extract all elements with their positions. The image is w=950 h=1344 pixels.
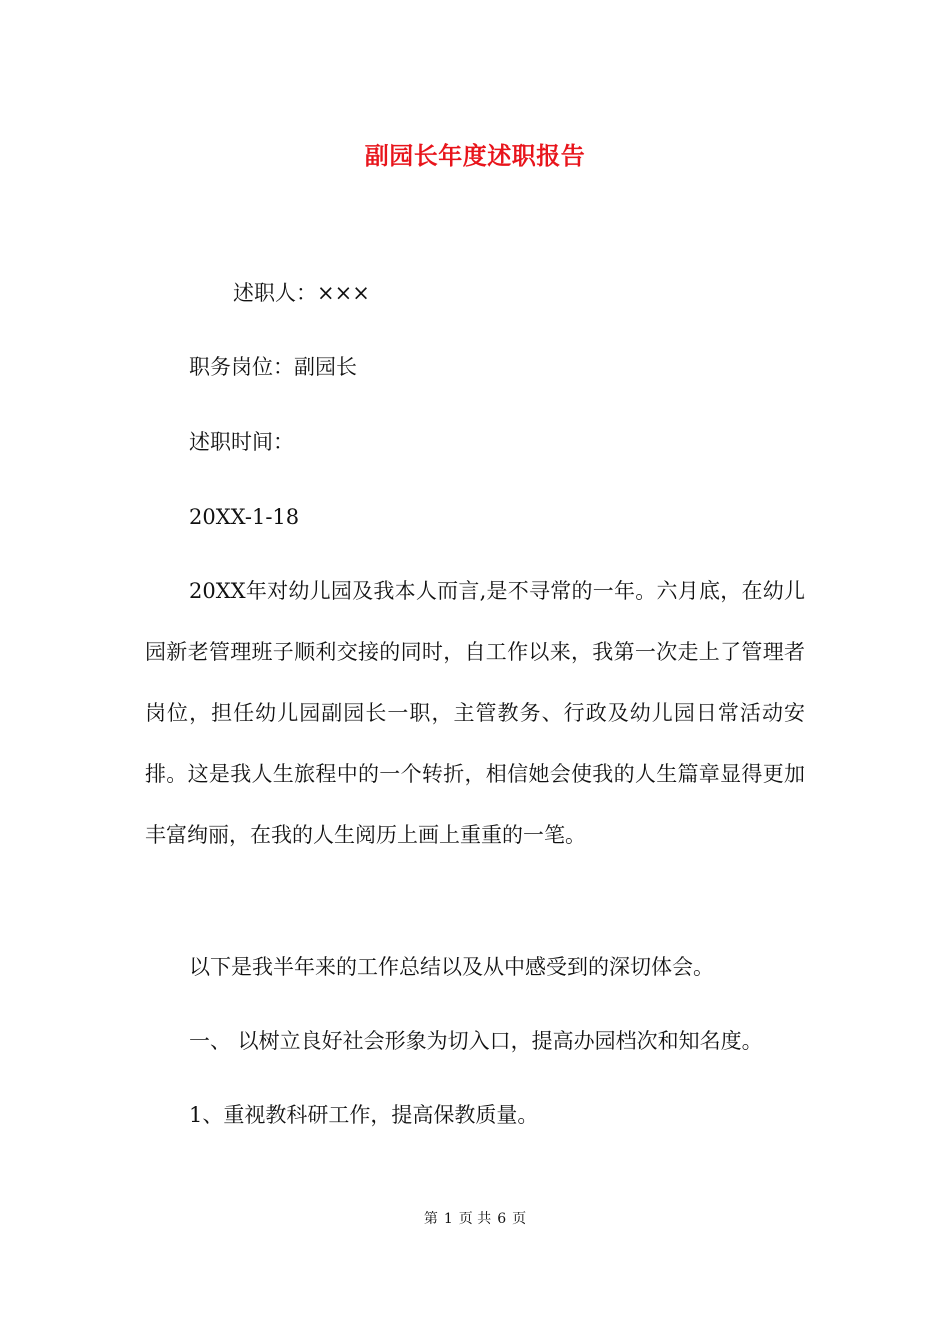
reporter-line: 述职人：××× — [233, 281, 370, 305]
section-heading-1: 一、 以树立良好社会形象为切入口，提高办园档次和知名度。 — [189, 1029, 763, 1053]
paragraph-summary: 以下是我半年来的工作总结以及从中感受到的深切体会。 — [189, 955, 714, 979]
report-date: 20XX-1-18 — [189, 505, 300, 529]
paragraph-intro-text: 20XX年对幼儿园及我本人而言,是不寻常的一年。六月底，在幼儿园新老管理班子顺利交接的同时，自工作以来，我第一次走上了管理者岗位，担任幼儿园副园长一职，主管教务、行政及幼儿园日常活动安排。这是我人生旅程中的一个转折，相信她会使我的人生篇章显得更加丰富绚丽，在我的人生阅历上画上重重的一笔。 — [145, 579, 805, 847]
footer-suffix: 页 — [512, 1211, 527, 1227]
footer-current-page: 1 — [443, 1211, 453, 1227]
paragraph-intro — [145, 561, 805, 866]
position-line: 职务岗位：副园长 — [189, 355, 357, 379]
footer-mid: 页 共 — [458, 1211, 492, 1227]
page-footer — [0, 1208, 950, 1228]
time-label: 述职时间： — [189, 430, 294, 454]
footer-total-pages: 6 — [497, 1211, 507, 1227]
footer-prefix: 第 — [423, 1211, 438, 1227]
document-title: 副园长年度述职报告 — [364, 141, 586, 170]
subsection-heading-1: 1、重视教科研工作，提高保教质量。 — [189, 1103, 539, 1127]
